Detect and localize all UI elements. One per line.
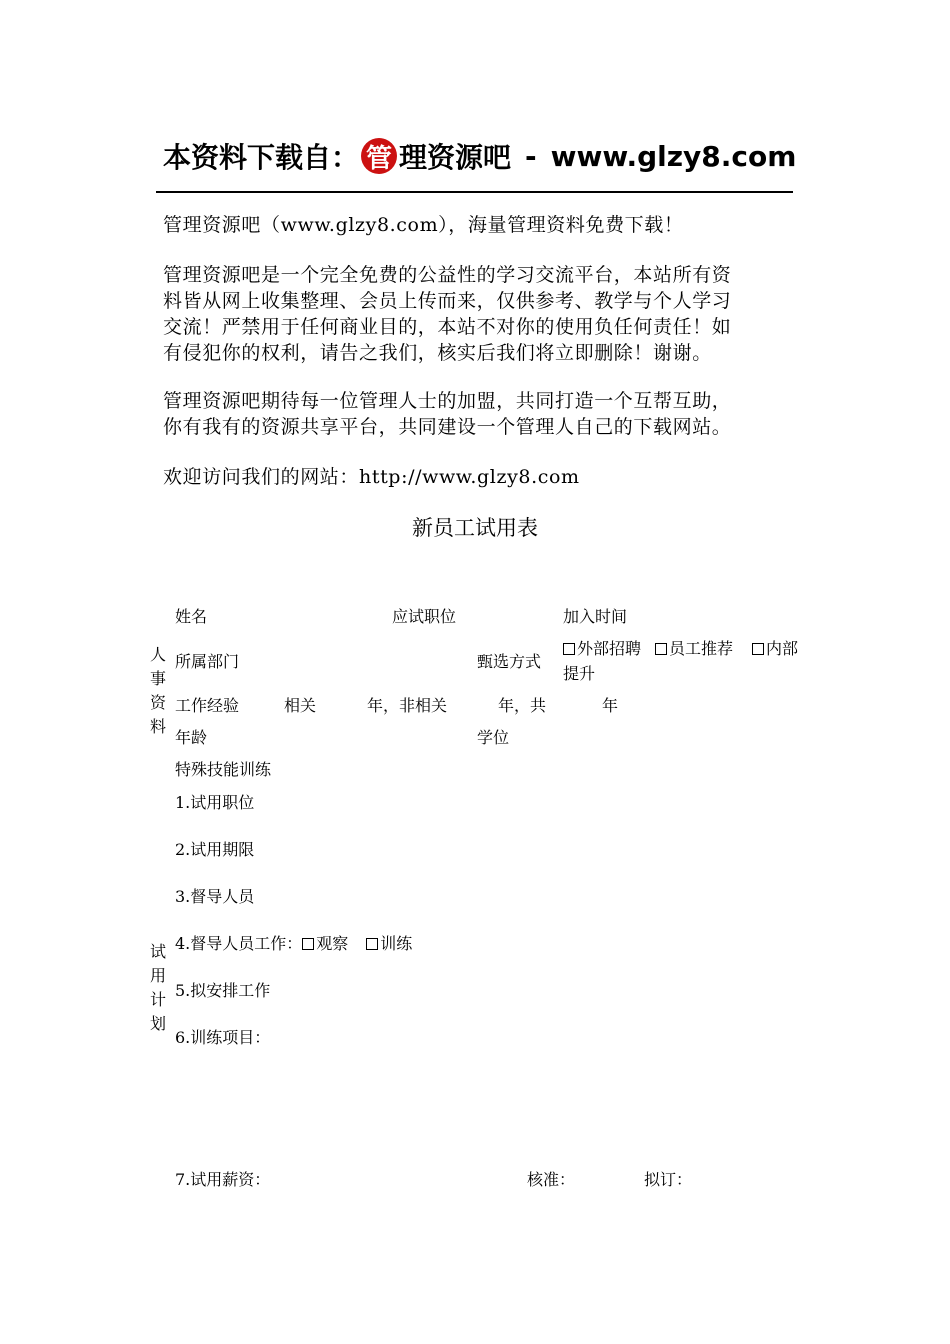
intro-p2-line1: 管理资源吧是一个完全免费的公益性的学习交流平台，本站所有资 xyxy=(163,264,732,286)
plan-item-supervisor: 3.督导人员 xyxy=(175,887,255,906)
banner-site-name: 理资源吧 xyxy=(399,141,512,174)
plan-item-training: 6.训练项目： xyxy=(175,1028,271,1047)
banner-divider xyxy=(156,191,793,193)
intro-p2-line2: 料皆从网上收集整理、会员上传而来，仅供参考、教学与个人学习 xyxy=(163,290,732,312)
option-referral[interactable] xyxy=(655,636,733,659)
option-external-label: 外部招聘 xyxy=(577,639,642,658)
checkbox-referral[interactable] xyxy=(655,643,667,655)
checkbox-internal[interactable] xyxy=(752,643,764,655)
intro-p2-line3: 交流！严禁用于任何商业目的，本站不对你的使用负任何责任！如 xyxy=(163,316,732,338)
banner-dash: - xyxy=(525,139,537,173)
field-selection-method-label: 甄选方式 xyxy=(477,652,542,671)
field-total-label: 年，共 xyxy=(498,696,547,715)
banner-prefix: 本资料下载自： xyxy=(163,141,360,174)
page-title: 新员工试用表 xyxy=(412,516,538,540)
option-internal-label-cont: 提升 xyxy=(563,664,596,683)
site-logo-icon: 管 xyxy=(361,138,397,174)
field-applied-position-label: 应试职位 xyxy=(392,607,457,626)
plan-item-supervisor-work-label: 4.督导人员工作： xyxy=(175,934,303,953)
field-degree-label: 学位 xyxy=(477,728,510,747)
plan-item-period: 2.试用期限 xyxy=(175,840,255,859)
field-related-label: 相关 xyxy=(284,696,317,715)
option-observe-label: 观察 xyxy=(316,934,349,953)
plan-item-assigned-work: 5.拟安排工作 xyxy=(175,981,271,1000)
field-join-time-label: 加入时间 xyxy=(563,607,628,626)
checkbox-external[interactable] xyxy=(563,643,575,655)
section-personnel-label: 人事资料 xyxy=(149,645,166,736)
option-internal-label: 内部 xyxy=(766,639,799,658)
intro-p3-line2: 你有我有的资源共享平台，共同建设一个管理人自己的下载网站。 xyxy=(163,416,732,438)
intro-line1: 管理资源吧（www.glzy8.com），海量管理资料免费下载！ xyxy=(163,214,684,236)
intro-p3-line1: 管理资源吧期待每一位管理人士的加盟，共同打造一个互帮互助， xyxy=(163,390,732,412)
banner-url[interactable]: www.glzy8.com xyxy=(550,139,797,173)
field-unrelated-label: 年，非相关 xyxy=(367,696,448,715)
checkbox-observe[interactable] xyxy=(302,938,314,950)
plan-item-salary: 7.试用薪资： xyxy=(175,1170,271,1189)
approve-label: 核准： xyxy=(527,1170,576,1189)
field-department-label: 所属部门 xyxy=(175,652,240,671)
section-trial-plan-label: 试用计划 xyxy=(149,942,166,1033)
banner xyxy=(163,134,796,178)
plan-item-position: 1.试用职位 xyxy=(175,793,255,812)
field-age-label: 年龄 xyxy=(175,728,208,747)
field-special-training-label: 特殊技能训练 xyxy=(175,760,272,779)
option-train-label: 训练 xyxy=(380,934,413,953)
option-internal[interactable] xyxy=(752,636,798,659)
checkbox-train[interactable] xyxy=(366,938,378,950)
option-referral-label: 员工推荐 xyxy=(669,639,734,658)
field-work-exp-label: 工作经验 xyxy=(175,696,240,715)
plan-item-supervisor-work xyxy=(175,931,412,954)
field-year-label: 年 xyxy=(602,696,619,715)
option-external[interactable] xyxy=(563,636,641,659)
intro-p2-line4: 有侵犯你的权利，请告之我们，核实后我们将立即删除！谢谢。 xyxy=(163,342,712,364)
field-name-label: 姓名 xyxy=(175,607,208,626)
draft-label: 拟订： xyxy=(644,1170,693,1189)
intro-website[interactable]: 欢迎访问我们的网站：http://www.glzy8.com xyxy=(163,466,580,488)
